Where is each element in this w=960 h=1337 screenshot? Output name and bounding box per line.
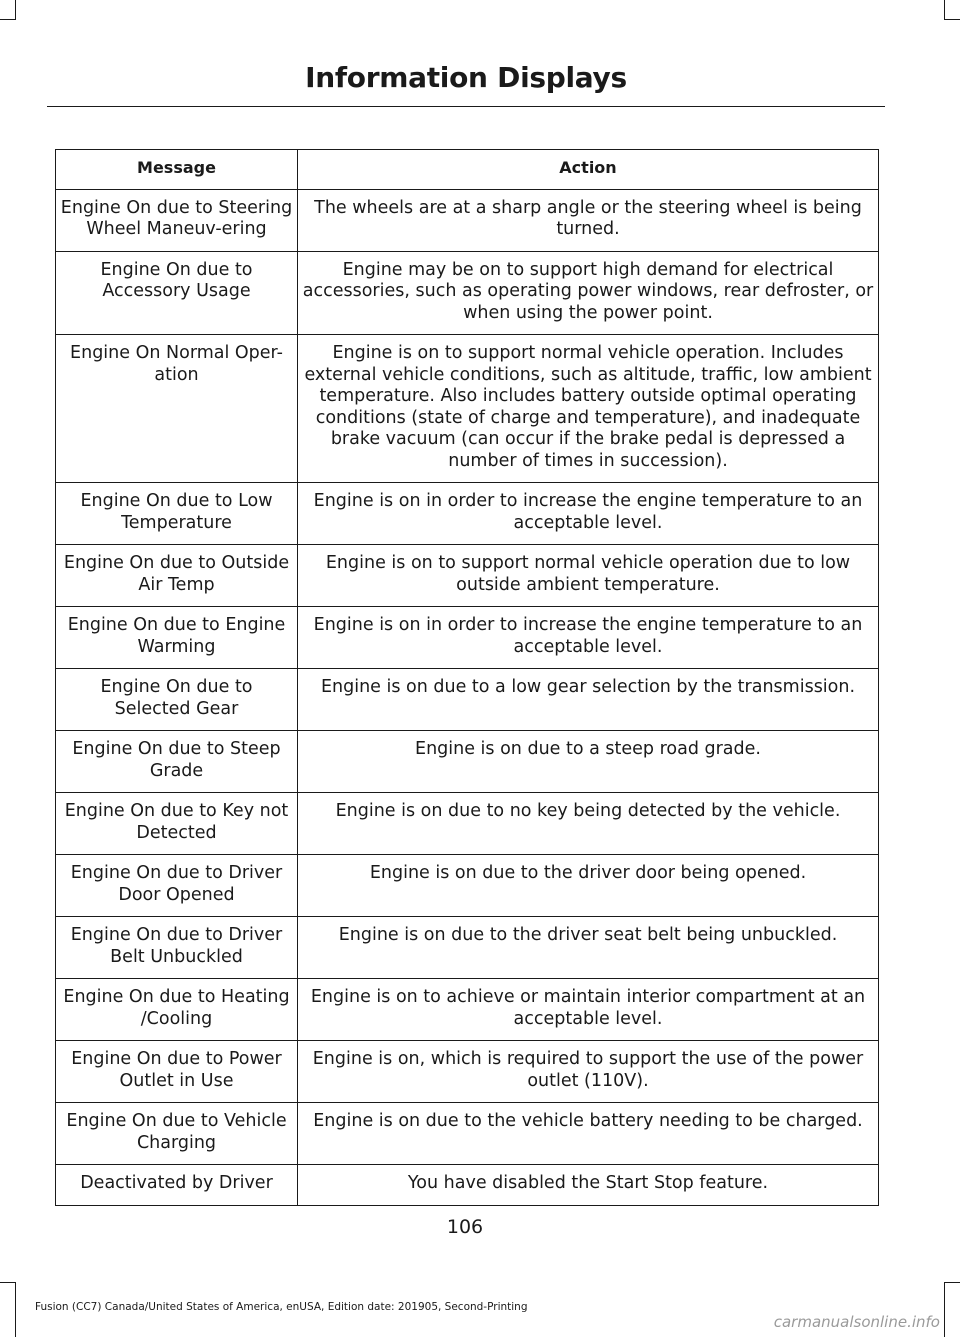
- table-row: [56, 607, 879, 669]
- action-cell: The wheels are at a sharp angle or the steering wheel is being turned.: [298, 189, 879, 251]
- action-cell: Engine is on due to the driver seat belt being unbuckled.: [298, 917, 879, 979]
- table-row: [56, 669, 879, 731]
- crop-mark-bottom-left-v: [15, 1282, 16, 1337]
- crop-mark-bottom-right-v: [944, 1282, 945, 1337]
- message-cell: Engine On Normal Oper-ation: [56, 335, 298, 483]
- table-row: [56, 731, 879, 793]
- table-row: [56, 545, 879, 607]
- table-row: [56, 979, 879, 1041]
- edition-footer: Fusion (CC7) Canada/United States of America, enUSA, Edition date: 201905, Second-Printing: [35, 1301, 528, 1313]
- message-cell: Engine On due to Outside Air Temp: [56, 545, 298, 607]
- message-cell: Engine On due to Heating /Cooling: [56, 979, 298, 1041]
- column-header-message: Message: [56, 150, 298, 190]
- crop-mark-top-left-v: [15, 0, 16, 20]
- message-cell: Engine On due to Low Temperature: [56, 483, 298, 545]
- table-row: [56, 1165, 879, 1206]
- message-cell: Engine On due to Selected Gear: [56, 669, 298, 731]
- page-number: 106: [446, 1216, 484, 1238]
- action-cell: Engine is on in order to increase the engine temperature to an acceptable level.: [298, 607, 879, 669]
- action-cell: You have disabled the Start Stop feature.: [298, 1165, 879, 1206]
- action-cell: Engine is on due to the vehicle battery needing to be charged.: [298, 1103, 879, 1165]
- action-cell: Engine is on to support normal vehicle operation. Includes external vehicle conditions, such as altitude, traffic, low ambient temperature. Also includes battery outside optimal operating conditions (state of charge and temperature), and inadequate brake vacuum (can occur if the brake pedal is depressed a number of times in succession).: [298, 335, 879, 483]
- action-cell: Engine is on to achieve or maintain interior compartment at an acceptable level.: [298, 979, 879, 1041]
- message-cell: Engine On due to Power Outlet in Use: [56, 1041, 298, 1103]
- header-rule: [47, 106, 885, 107]
- table-row: [56, 189, 879, 251]
- table-row: [56, 855, 879, 917]
- message-cell: Engine On due to Driver Belt Unbuckled: [56, 917, 298, 979]
- action-cell: Engine is on due to no key being detected by the vehicle.: [298, 793, 879, 855]
- action-cell: Engine is on due to a steep road grade.: [298, 731, 879, 793]
- message-cell: Engine On due to Driver Door Opened: [56, 855, 298, 917]
- page-header: [47, 56, 885, 106]
- table-row: [56, 917, 879, 979]
- message-cell: Engine On due to Steering Wheel Maneuv-ering: [56, 189, 298, 251]
- table-row: [56, 1041, 879, 1103]
- message-cell: Engine On due to Key not Detected: [56, 793, 298, 855]
- table-row: [56, 251, 879, 335]
- table-row: [56, 793, 879, 855]
- message-cell: Deactivated by Driver: [56, 1165, 298, 1206]
- action-cell: Engine is on, which is required to support the use of the power outlet (110V).: [298, 1041, 879, 1103]
- message-table: [55, 149, 879, 1206]
- action-cell: Engine is on in order to increase the engine temperature to an acceptable level.: [298, 483, 879, 545]
- column-header-action: Action: [298, 150, 879, 190]
- message-cell: Engine On due to Engine Warming: [56, 607, 298, 669]
- message-cell: Engine On due to Vehicle Charging: [56, 1103, 298, 1165]
- message-cell: Engine On due to Steep Grade: [56, 731, 298, 793]
- crop-mark-bottom-right-h: [944, 1282, 960, 1283]
- message-cell: Engine On due to Accessory Usage: [56, 251, 298, 335]
- action-cell: Engine may be on to support high demand for electrical accessories, such as operating power windows, rear defroster, or when using the power point.: [298, 251, 879, 335]
- table-header-row: [56, 150, 879, 190]
- page-title: Information Displays: [305, 61, 627, 94]
- table-row: [56, 1103, 879, 1165]
- watermark: carmanualsonline.info: [773, 1313, 940, 1331]
- crop-mark-top-left-h: [0, 19, 16, 20]
- crop-mark-top-right-v: [944, 0, 945, 20]
- crop-mark-top-right-h: [944, 19, 960, 20]
- table-row: [56, 335, 879, 483]
- action-cell: Engine is on due to a low gear selection by the transmission.: [298, 669, 879, 731]
- table-row: [56, 483, 879, 545]
- action-cell: Engine is on due to the driver door being opened.: [298, 855, 879, 917]
- action-cell: Engine is on to support normal vehicle operation due to low outside ambient temperature.: [298, 545, 879, 607]
- crop-mark-bottom-left-h: [0, 1282, 16, 1283]
